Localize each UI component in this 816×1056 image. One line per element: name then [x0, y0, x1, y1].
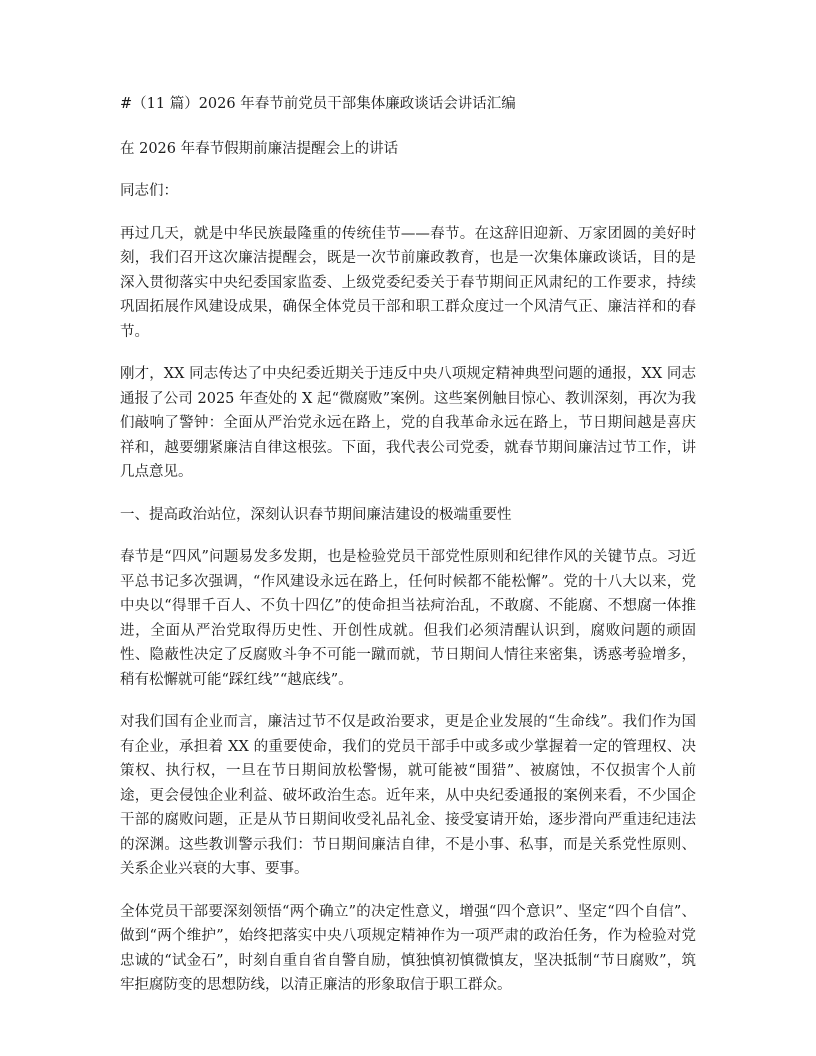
section-heading-1: 一、提高政治站位，深刻认识春节期间廉洁建设的极端重要性 [120, 506, 512, 523]
speech-subtitle: 在 2026 年春节假期前廉洁提醒会上的讲话 [120, 140, 399, 157]
paragraph-cases: 刚才，XX 同志传达了中央纪委近期关于违反中央八项规定精神典型问题的通报，XX 同志通报了公司 2025 年查处的 X 起“微腐败”案例。这些案例触目惊心、教训深刻，再次为我们敲响了警钟：全面从严治党永远在路上，党的自我革命永远在路上，节日期间越是喜庆祥和，越要绷紧廉洁自律这根弦。下面，我代表公司党委，就春节期间廉洁过节工作，讲几点意见。 [120, 366, 696, 480]
paragraph-commitment: 全体党员干部要深刻领悟“两个确立”的决定性意义，增强“四个意识”、坚定“四个自信”、做到“两个维护”，始终把落实中央八项规定精神作为一项严肃的政治任务，作为检验对党忠诚的“试金石”，时刻自重自省自警自励，慎独慎初慎微慎友，坚决抵制“节日腐败”，筑牢拒腐防变的思想防线，以清正廉洁的形象取信于职工群众。 [120, 903, 696, 993]
document-title: #（11 篇）2026 年春节前党员干部集体廉政谈话会讲话汇编 [120, 96, 516, 112]
document-page [120, 92, 696, 1016]
paragraph-festival: 春节是“四风”问题易发多发期，也是检验党员干部党性原则和纪律作风的关键节点。习近平总书记多次强调，“作风建设永远在路上，任何时候都不能松懈”。党的十八大以来，党中央以“得罪千百人、不负十四亿”的使命担当祛疴治乱，不敢腐、不能腐、不想腐一体推进，全面从严治党取得历史性、开创性成就。但我们必须清醒认识到，腐败问题的顽固性、隐蔽性决定了反腐败斗争不可能一蹴而就，节日期间人情往来密集，诱惑考验增多，稍有松懈就可能“踩红线”“越底线”。 [120, 549, 696, 688]
paragraph-intro: 再过几天，就是中华民族最隆重的传统佳节——春节。在这辞旧迎新、万家团圆的美好时刻，我们召开这次廉洁提醒会，既是一次节前廉政教育，也是一次集体廉政谈话，目的是深入贯彻落实中央纪委国家监委、上级党委纪委关于春节期间正风肃纪的工作要求，持续巩固拓展作风建设成果，确保全体党员干部和职工群众度过一个风清气正、廉洁祥和的春节。 [120, 225, 696, 340]
salutation: 同志们： [120, 183, 178, 199]
paragraph-soe: 对我们国有企业而言，廉洁过节不仅是政治要求，更是企业发展的“生命线”。我们作为国有企业，承担着 XX 的重要使命，我们的党员干部手中或多或少掌握着一定的管理权、决策权、执行权，一旦在节日期间放松警惕，就可能被“围猎”、被腐蚀，不仅损害个人前途，更会侵蚀企业利益、破坏政治生态。近年来，从中央纪委通报的案例来看，不少国企干部的腐败问题，正是从节日期间收受礼品礼金、接受宴请开始，逐步滑向严重违纪违法的深渊。这些教训警示我们：节日期间廉洁自律，不是小事、私事，而是关系党性原则、关系企业兴衰的大事、要事。 [120, 714, 696, 877]
